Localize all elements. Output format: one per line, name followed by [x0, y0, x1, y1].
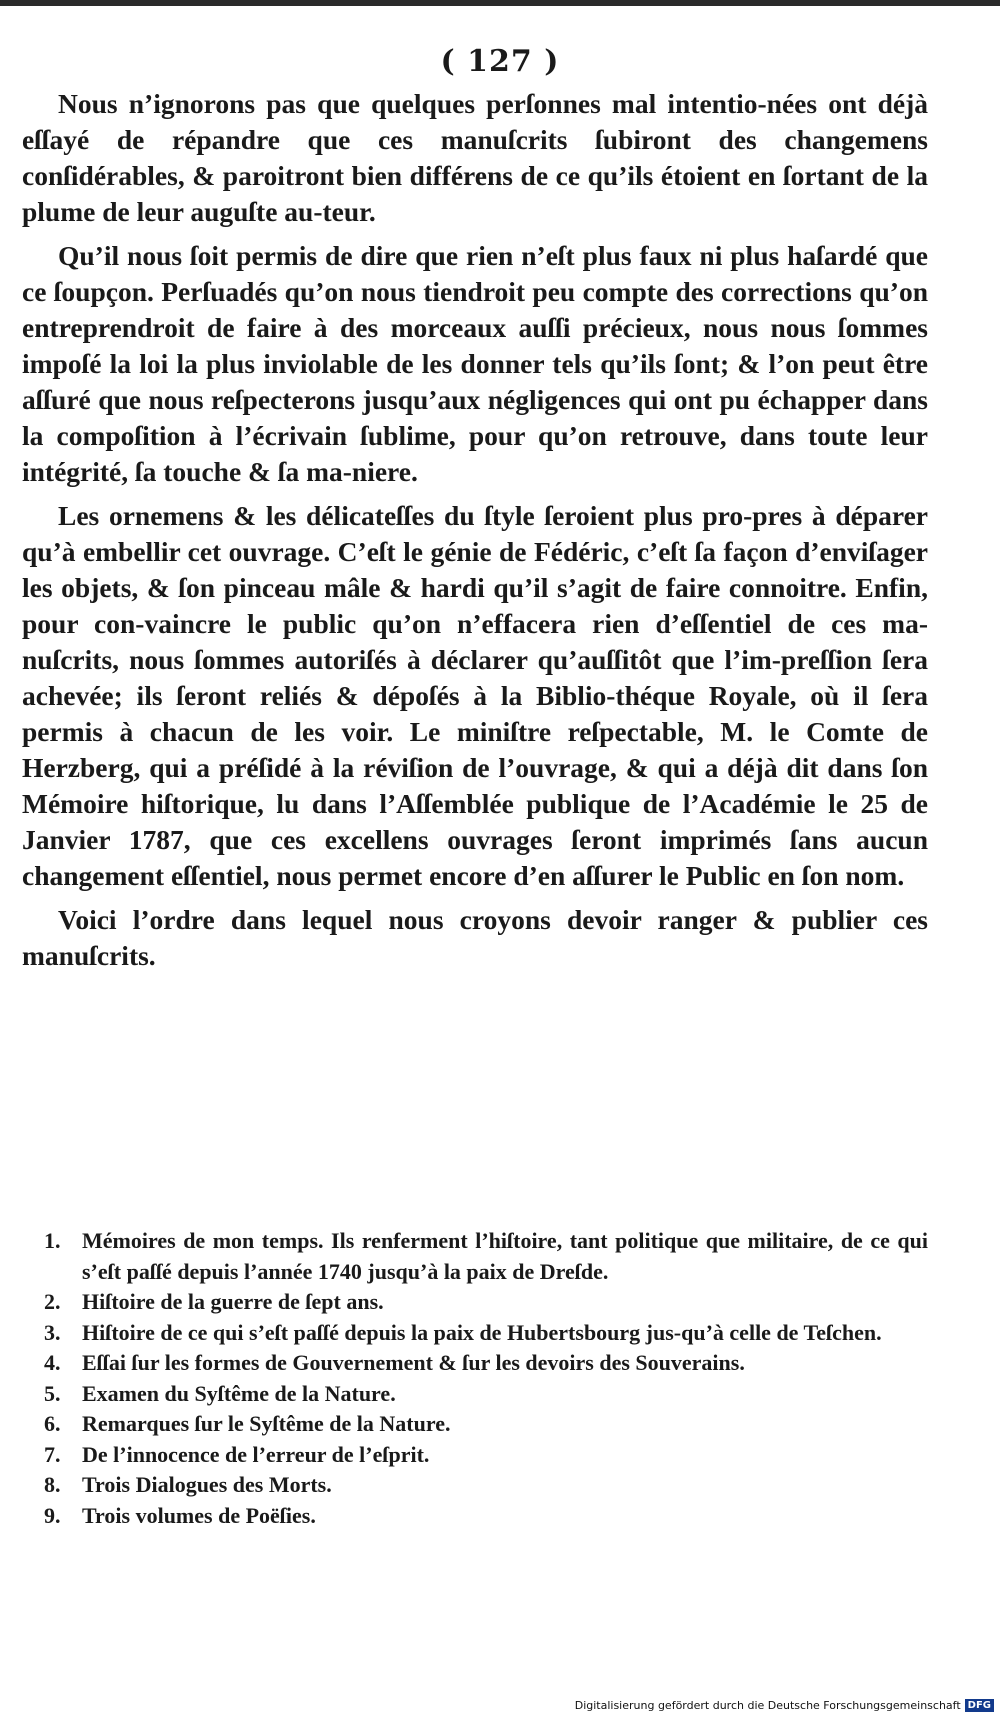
list-text: Trois Dialogues des Morts.: [82, 1472, 332, 1497]
list-item: [22, 1348, 928, 1379]
list-number: 3.: [44, 1319, 61, 1345]
list-item: [22, 1318, 928, 1349]
list-text: Mémoires de mon temps. Ils renferment l’hiſtoire, tant politique que militaire, de ce qui s’eſt paſſé depuis l’année 1740 jusqu’à la paix de Dreſde.: [82, 1228, 928, 1284]
list-text: Trois volumes de Poëſies.: [82, 1502, 316, 1528]
manuscript-list: [22, 1226, 928, 1531]
body-text: [22, 86, 928, 982]
list-item: [22, 1226, 928, 1287]
paragraph: Voici l’ordre dans lequel nous croyons devoir ranger & publier ces manuſcrits.: [22, 904, 928, 971]
list-item: [22, 1409, 928, 1440]
credit-text: Digitalisierung gefördert durch die Deutsche Forschungsgemeinschaft: [574, 1699, 961, 1712]
page-number: ( 127 ): [440, 44, 560, 79]
list-item: [22, 1379, 928, 1410]
list-number: 8.: [44, 1472, 61, 1497]
list-item: [22, 1440, 928, 1471]
list-number: 1.: [44, 1228, 61, 1253]
digitization-credit: [575, 1699, 994, 1712]
paragraph: Nous n’ignorons pas que quelques perſonnes mal intentio-nées ont déjà eſſayé de répandre que ces manuſcrits ſubiront des changemens conſidérables, & paroitront bien différens de ce qu’ils étoient en ſortant de la plume de leur auguſte au-teur.: [22, 88, 928, 227]
paragraph: Les ornemens & les délicateſſes du ſtyle ſeroient plus pro-pres à déparer qu’à embellir cet ouvrage. C’eſt le génie de Fédéric, c’eſt ſa façon d’enviſager les objets, & ſon pinceau mâle & hardi qu’il s’agit de faire connoitre. Enfin, pour con-vaincre le public qu’on n’effacera rien d’eſſentiel de ces ma-nuſcrits, nous ſommes autoriſés à déclarer qu’auſſitôt que l’im-preſſion ſera achevée; ils ſeront reliés & dépoſés à la Biblio-théque Royale, où il ſera permis à chacun de les voir. Le miniſtre reſpectable, M. le Comte de Herzberg, qui a préſidé à la réviſion de l’ouvrage, & qui a déjà dit dans ſon Mémoire hiſtorique, lu dans l’Aſſemblée publique de l’Académie le 25 de Janvier 1787, que ces excellens ouvrages ſeront imprimés ſans aucun changement eſſentiel, nous permet encore d’en aſſurer le Public en ſon nom.: [22, 500, 928, 891]
list-text: Hiſtoire de la guerre de ſept ans.: [82, 1289, 384, 1314]
list-number: 7.: [44, 1441, 61, 1467]
list-number: 2.: [44, 1289, 61, 1314]
list-text: Examen du Syſtême de la Nature.: [82, 1380, 396, 1406]
list-text: Hiſtoire de ce qui s’eſt paſſé depuis la paix de Hubertsbourg jus-qu’à celle de Teſchen.: [82, 1319, 882, 1345]
list-item: [22, 1287, 928, 1318]
list-text: Remarques ſur le Syſtême de la Nature.: [82, 1411, 451, 1436]
list-item: [22, 1470, 928, 1501]
list-number: 5.: [44, 1380, 61, 1406]
list-text: De l’innocence de l’erreur de l’eſprit.: [82, 1441, 430, 1467]
list-text: Eſſai ſur les formes de Gouvernement & ſur les devoirs des Souverains.: [82, 1350, 745, 1375]
dfg-logo: DFG: [965, 1699, 994, 1712]
list-item: [22, 1501, 928, 1532]
list-number: 4.: [44, 1350, 61, 1375]
paragraph: Qu’il nous ſoit permis de dire que rien n’eſt plus faux ni plus haſardé que ce ſoupçon. Perſuadés qu’on nous tiendroit peu compte des corrections qu’on entreprendroit de faire à des morceaux auſſi précieux, nous nous ſommes impoſé la loi la plus inviolable de les donner tels qu’ils ſont; & l’on peut être aſſuré que nous reſpecterons jusqu’aux négligences qui ont pu échapper dans la compoſition à l’écrivain ſublime, pour qu’on retrouve, dans toute leur intégrité, ſa touche & ſa ma-niere.: [22, 240, 928, 487]
list-number: 9.: [44, 1502, 61, 1528]
list-number: 6.: [44, 1411, 61, 1436]
